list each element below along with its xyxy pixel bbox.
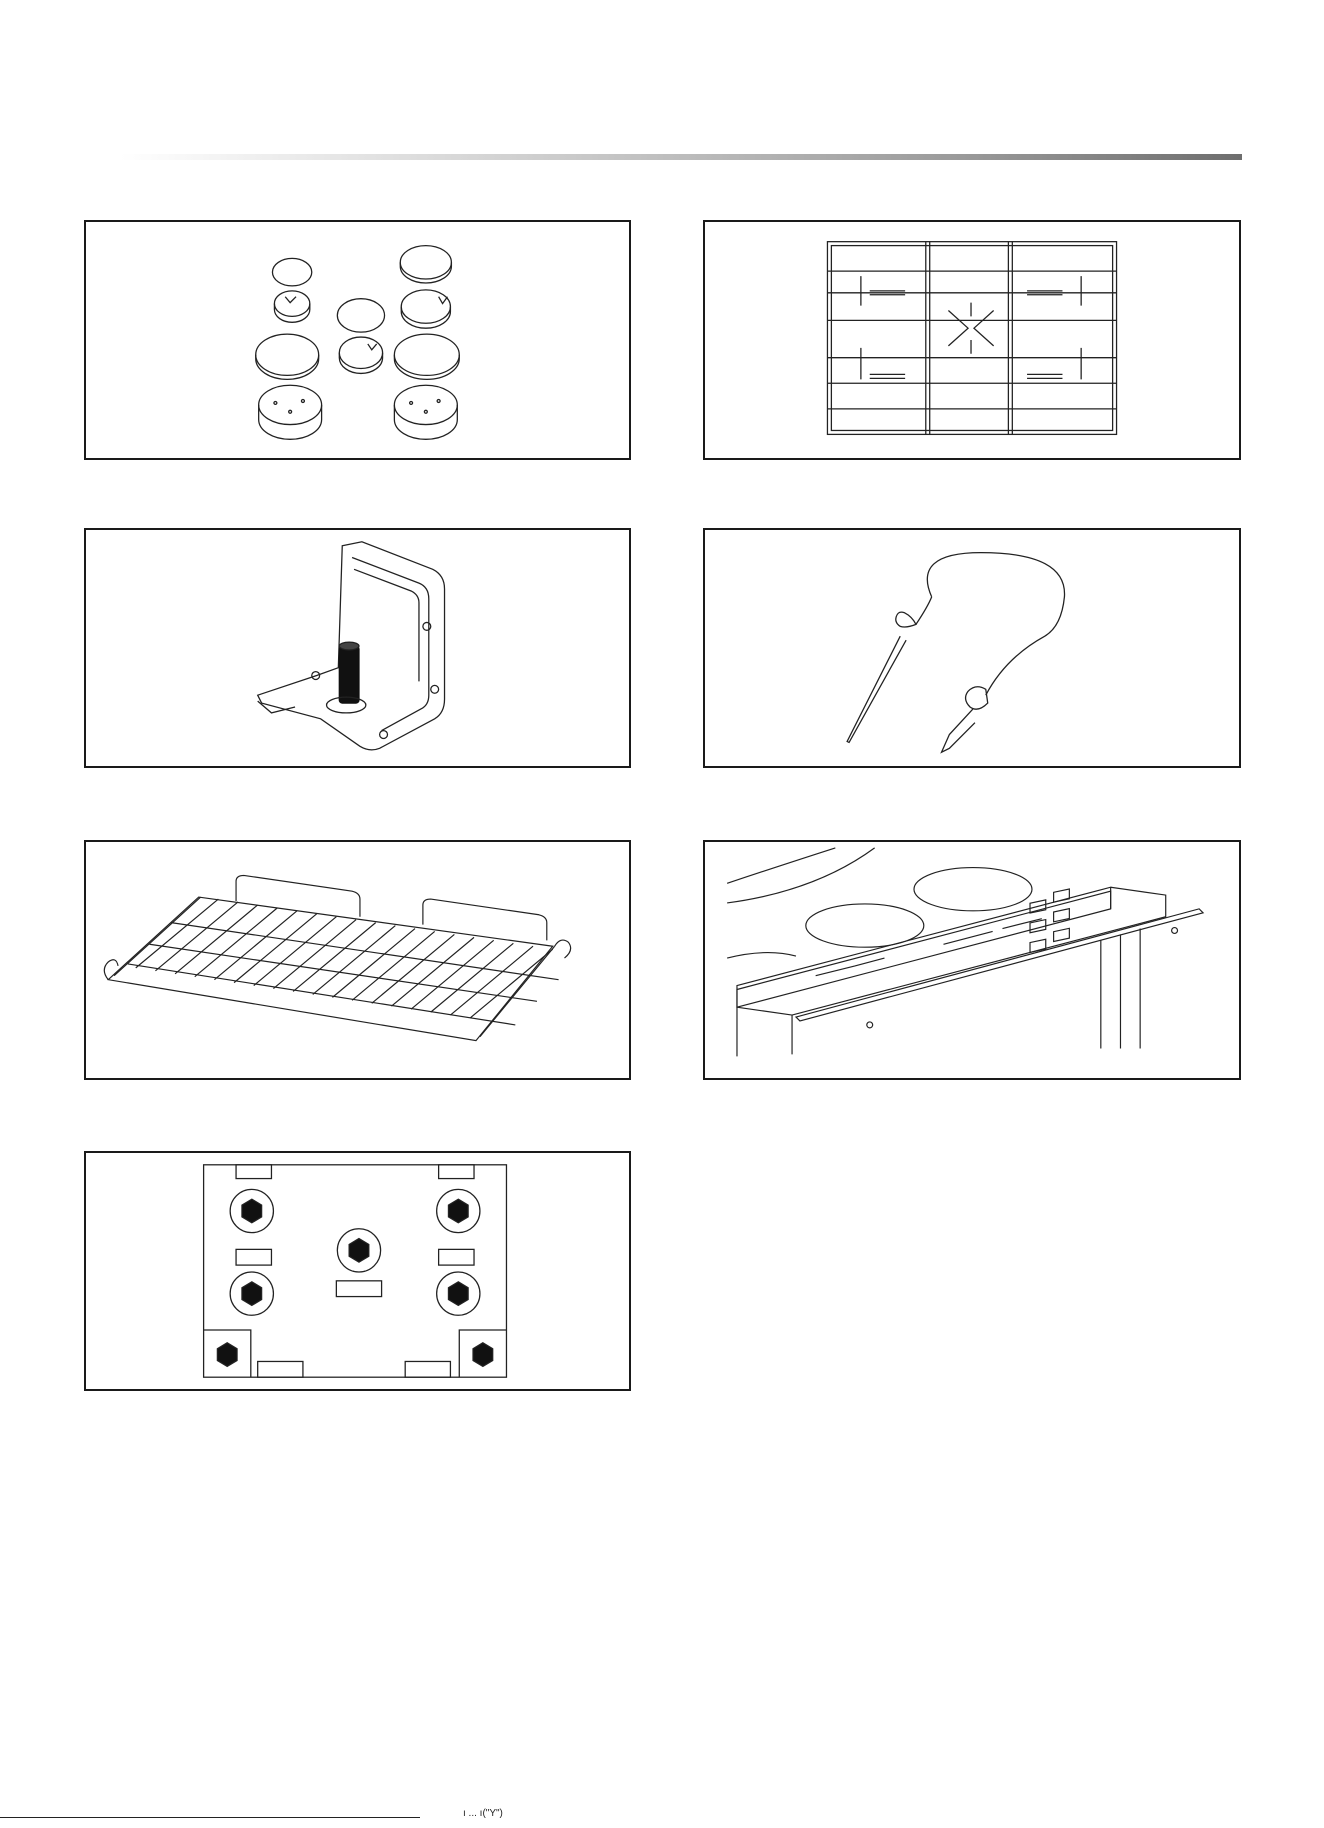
probe-icon xyxy=(705,530,1239,766)
backguard-installation-figure xyxy=(703,840,1241,1080)
footer-text: ı ... ı("Y") xyxy=(463,1808,503,1819)
backguard-icon xyxy=(705,842,1239,1078)
cooktop-grate-figure xyxy=(703,220,1241,460)
orifice-board-icon xyxy=(86,1153,629,1389)
footer-rule xyxy=(0,1817,420,1818)
grate-icon xyxy=(705,222,1239,458)
burner-caps-icon xyxy=(86,222,629,458)
anti-tip-bracket-figure xyxy=(84,528,631,768)
rack-icon xyxy=(86,842,629,1078)
header-rule xyxy=(120,154,1242,160)
bracket-icon xyxy=(86,530,629,766)
burner-caps-and-heads-figure xyxy=(84,220,631,460)
oven-rack-figure xyxy=(84,840,631,1080)
orifice-conversion-board-figure xyxy=(84,1151,631,1391)
meat-probe-figure xyxy=(703,528,1241,768)
